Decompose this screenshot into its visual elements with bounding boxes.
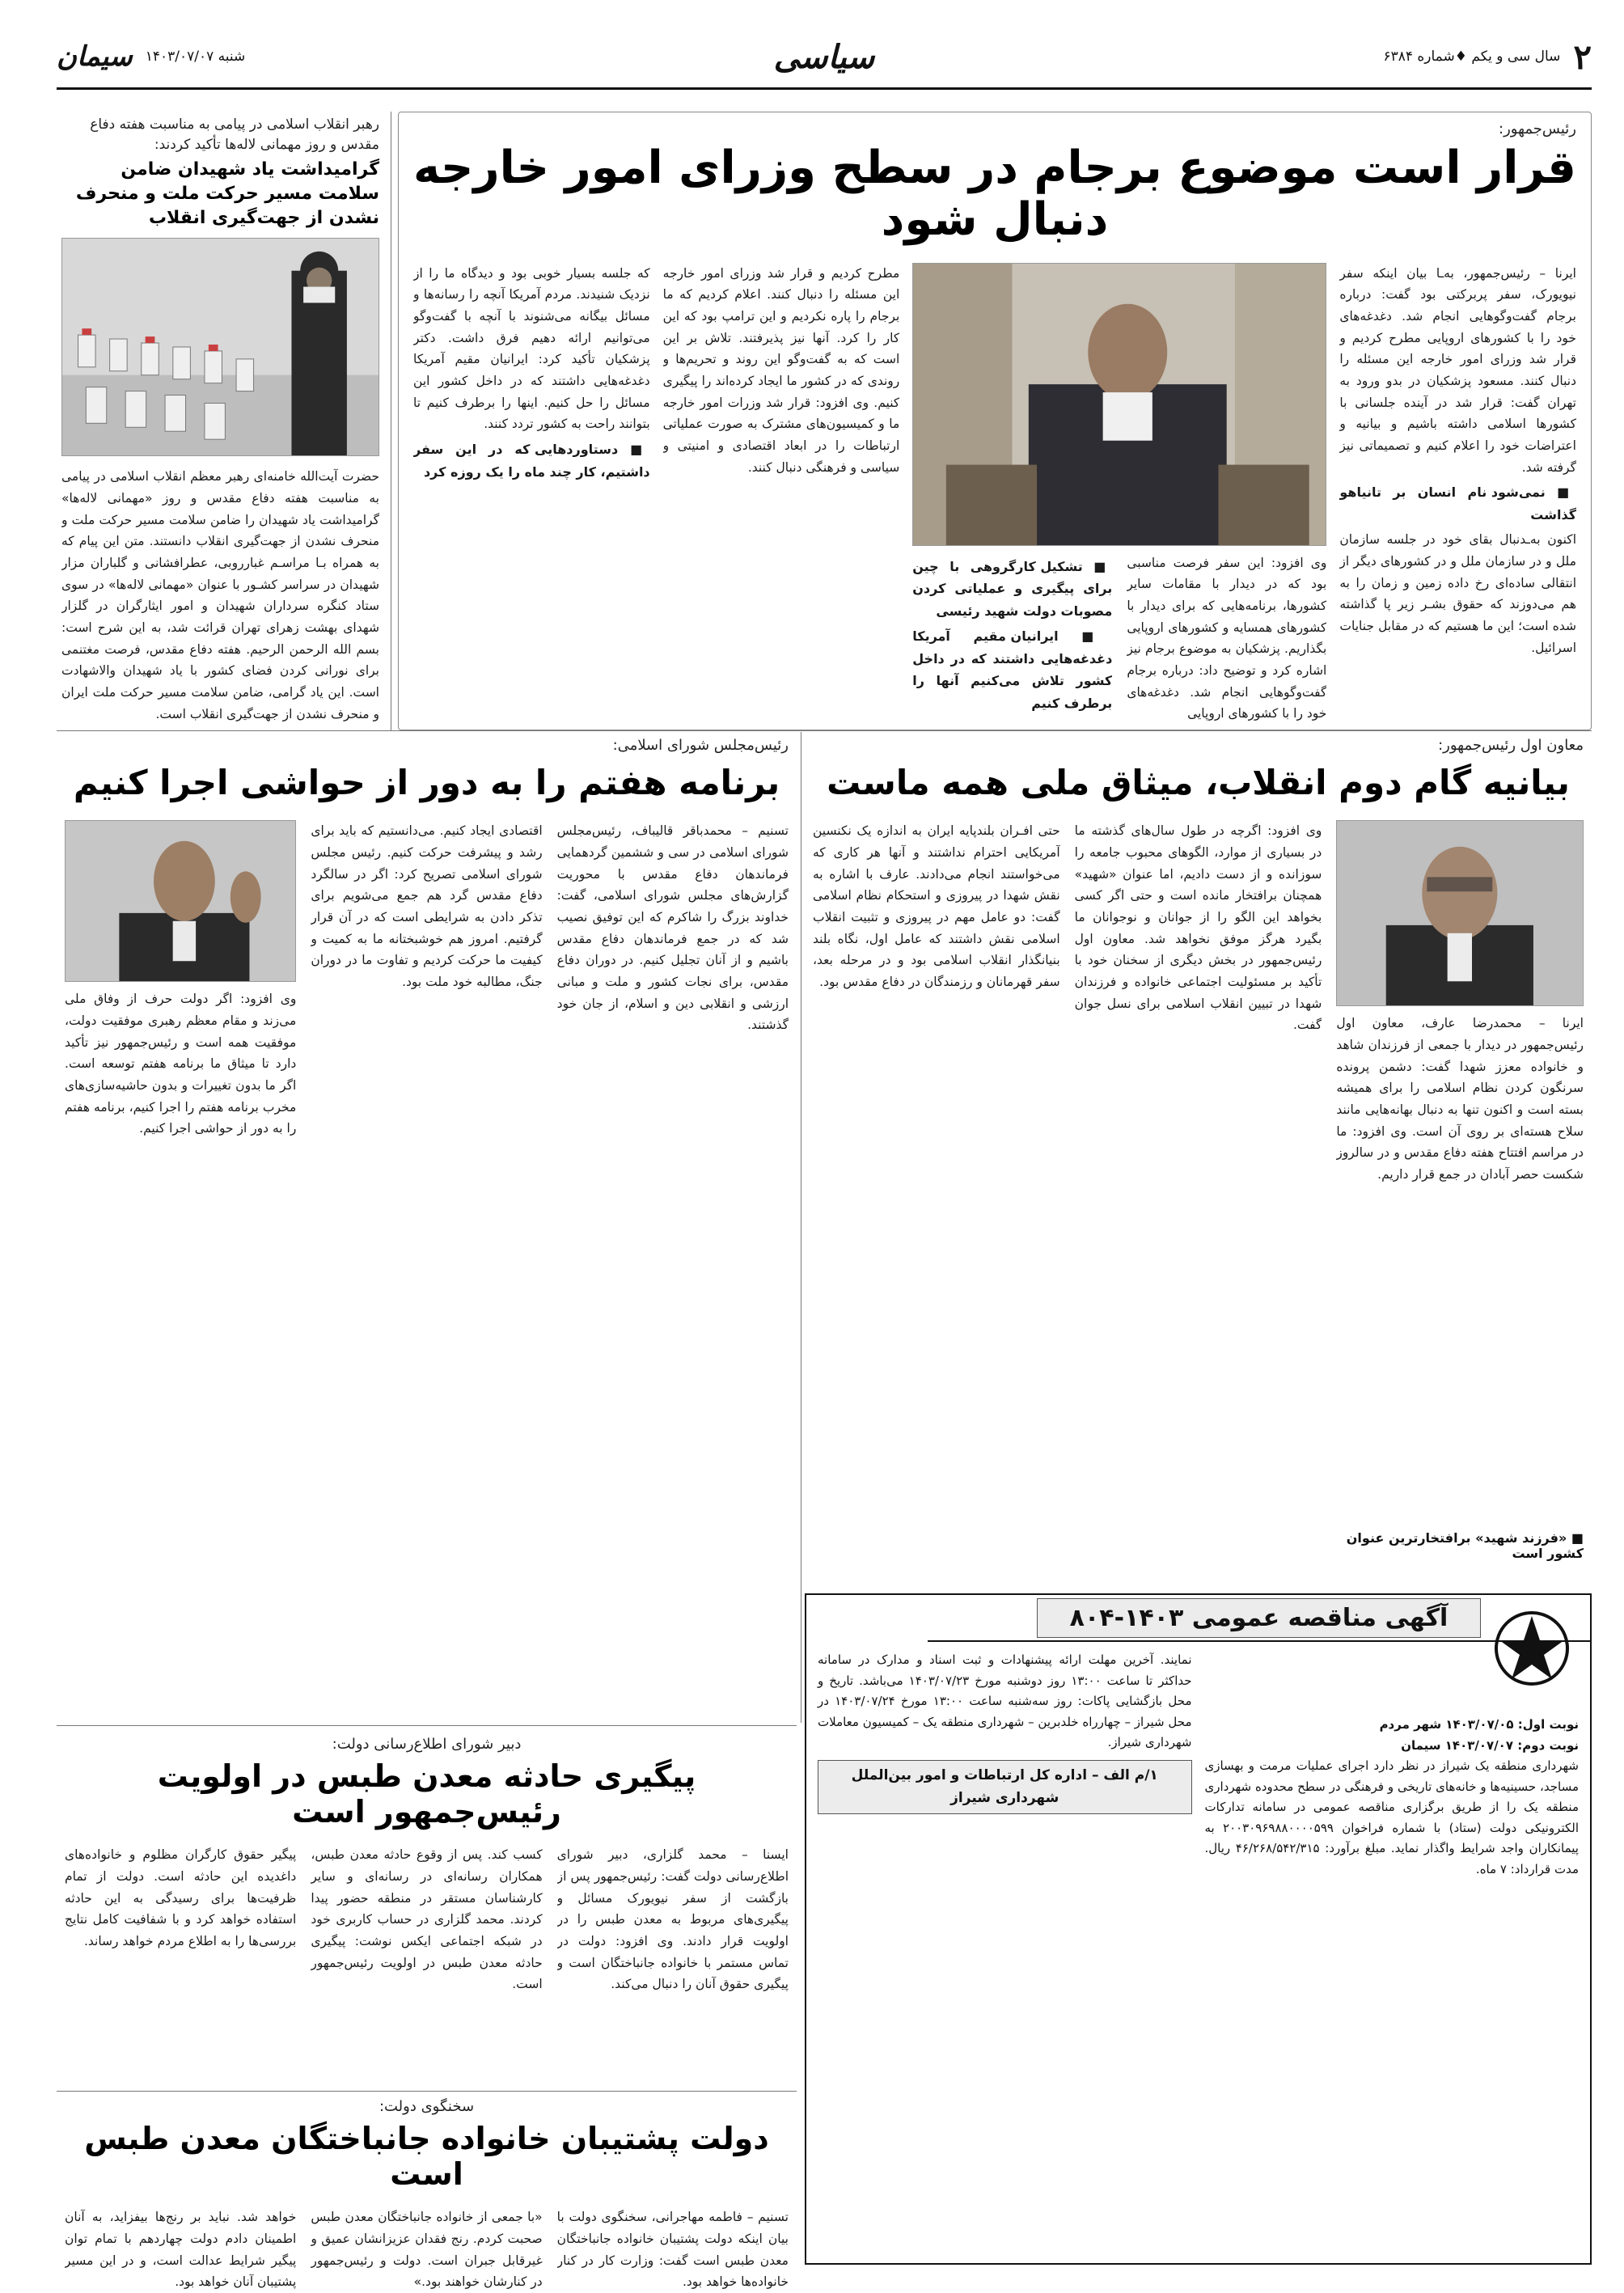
ad-first-publish: نوبت اول: ۱۴۰۳/۰۷/۰۵ شهر مردم <box>1379 1717 1579 1732</box>
tabas-body <box>65 1844 789 2103</box>
family-body <box>65 2206 789 2293</box>
lead-paragraph: وی افزود: این سفر فرصت مناسبی بود که در دیدار با مقامات سایر کشورها، برنامه‌هایی که برای دیدار با کشورهای همسایه و کشورهای اروپایی بگذاریم. پزشکیان به موضوع برجام نیز اشاره کرد و توضیح داد: درباره برجام گفت‌وگوهایی انجام شد. دغدغه‌های خود را با کشورهای اروپایی <box>1127 555 1327 721</box>
tender-ad <box>805 1593 1592 2265</box>
lead-story <box>398 112 1592 730</box>
family-paragraph: «با جمعی از خانواده جانباختگان معدن طبس صحبت کردم. رنج فقدان عزیزانشان عمیق و غیرقابل جبران است. دولت و رئیس‌جمهور در کنارشان خواهند بود.» <box>311 2210 543 2290</box>
shiraz-municipality-logo <box>1483 1600 1580 1697</box>
ad-body <box>806 1642 1590 1888</box>
family-story <box>57 2095 797 2290</box>
lead-photo-column <box>912 263 1326 764</box>
lead-headline: قرار است موضوع برجام در سطح وزرای امور خارجه دنبال شود <box>413 142 1576 247</box>
page-number: ۲ <box>1573 36 1592 77</box>
aref-portrait-icon <box>1337 821 1583 1005</box>
masthead <box>57 32 1592 81</box>
lead-paragraph: که جلسه بسیار خوبی بود و دیدگاه ما را از نزدیک شنیدند. مردم آمریکا آنچه را رسانه‌ها و مسائل بیگانه می‌شنوند با آنچه با گفت‌وگو می‌توانیم ارائه دهیم فرق داشت. دکتر پزشکیان تأکید کرد: ایرانیان مقیم آمریکا دغدغه‌هایی داشتند که در داخل کشور این مسائل را حل کنیم. اینها را برطرف کنیم تا بتوانند راحت به کشور تردد کنند. <box>413 265 650 432</box>
leader-kicker: رهبر انقلاب اسلامی در پیامی به مناسبت هفته دفاع مقدس و روز مهمانی لاله‌ها تأکید کردند: <box>90 116 379 153</box>
lead-subhead: ■ ایرانیان مقیم آمریکا دغدغه‌هایی داشتند که در داخل کشور تلاش می‌کنیم آنها را برطرف کنیم <box>912 625 1112 714</box>
aref-kicker: معاون اول رئیس‌جمهور: <box>1438 737 1584 754</box>
lead-subhead: ■ تشکیل کارگروهی با چین برای پیگیری و عملیاتی کردن مصوبات دولت شهید رئیسی <box>912 556 1112 623</box>
leader-headline: گرامیداشت یاد شهیدان ضامن سلامت مسیر حرکت ملت و منحرف نشدن از جهت‌گیری انقلاب <box>75 159 379 228</box>
ad-column-left <box>818 1650 1192 1880</box>
aref-column-1 <box>1336 820 1584 1564</box>
leader-photo <box>61 238 379 456</box>
masthead-right <box>1383 37 1592 77</box>
ad-title: آگهی مناقصه عمومی ۱۴۰۳-۸۰۴ <box>1037 1598 1482 1638</box>
aref-paragraph: ایرنا – محمدرضا عارف، معاون اول رئیس‌جمهور در دیدار با جمعی از فرزندان شاهد و خانواده معزز شهدا گفت: دشمن پرونده سرنگون کردن نظام اسلامی را برای همیشه بسته است و اکنون تنها به دنبال بهانه‌هایی مانند سلاح هسته‌ای بر روی آن است. وی افزود: ما در مراسم افتتاح هفته دفاع مقدس و در سالروز شکست حصر آبادان در جمع قرار داریم. <box>1336 1016 1584 1182</box>
tabas-story <box>57 1731 797 2087</box>
tabas-paragraph: پیگیر حقوق کارگران مظلوم و خانواده‌های داغدیده این حادثه است. دولت از تمام ظرفیت‌ها برای رسیدگی به این حادثه استفاده خواهد کرد و با شفافیت کامل نتایج بررسی‌ها را به اطلاع مردم خواهد رساند. <box>65 1847 297 1948</box>
lead-column-1 <box>1339 263 1576 764</box>
ghalibaf-story <box>57 732 797 1723</box>
family-kicker: سخنگوی دولت: <box>379 2098 475 2115</box>
family-paragraph: تسنیم – فاطمه مهاجرانی، سخنگوی دولت با بیان اینکه دولت پشتیبان خانواده جانباختگان معدن طبس است گفت: وزارت کار در کنار خانواده‌ها خواهد بود. <box>556 2210 789 2290</box>
row-divider <box>57 1725 797 1726</box>
lead-subhead: ■ نمی‌شود نام انسان بر تانیاهو گذاشت <box>1339 481 1576 526</box>
row-divider <box>57 2091 797 2092</box>
masthead-rule <box>57 87 1592 90</box>
lead-paragraph: ایرنا – رئیس‌جمهور، به‌ـا بیان اینکه سفر نیویورک، سفر پربرکتی بود گفت: درباره برجام گفت‌وگوهایی انجام شد. دغدغه‌های خود را با کشورهای اروپایی مطرح کردیم و قرار شد وزرای امور خارجه این مسئله را دنبال کنند. مسعود پزشکیان در بدو ورود به تهران گفت: قرار شد در آینده جلسانی با کشورها اسلامی داشته باشیم و بیانیه و اعتراضات خود را اعلام کنیم و تصمیماتی نیز گرفته شد. <box>1339 265 1576 475</box>
ghalibaf-portrait-icon <box>66 821 295 981</box>
lead-kicker: رئیس‌جمهور: <box>1499 121 1576 137</box>
ghalibaf-paragraph: وی افزود: اگر دولت حرف از وفاق ملی می‌زند و مقام معظم رهبری موفقیت دولت، موفقیت همه است و رئیس‌جمهور نیز تأکید دارد تا میثاق ما برنامه هفتم توسعه است. اگر ما بدون تغییرات و بدون حاشیه‌سازی‌های مخرب برنامه هفتم را اجرا کنیم، برنامه هفتم را به دور از حواشی اجرا کنیم. <box>65 992 297 1136</box>
newspaper-logo: سیمان <box>57 40 133 73</box>
ghalibaf-body <box>65 820 789 1694</box>
ghalibaf-kicker: رئیس‌مجلس شورای اسلامی: <box>612 737 789 754</box>
issue-date: شنبه ۱۴۰۳/۰۷/۰۷ <box>145 49 246 65</box>
leader-body: حضرت آیت‌الله خامنه‌ای رهبر معظم انقلاب اسلامی در پیامی به مناسبت هفته دفاع مقدس و روز «مهمانی لاله‌ها» گرامیداشت یاد شهیدان را ضامن سلامت مسیر حرکت ملت و منحرف نشدن از جهت‌گیری انقلاب دانستند. متن این پیام که به همراه بـا مراسـم غبارروبی، عطرافشانی و گلباران مزار شهیدان در سراسر کشـور با عنوان «مهمانی لاله‌ها» در سوی ستاد کنگره سرداران شهیدان و امور ایثارگران در گلزار شهدای بهشت زهرای تهران قرائت شد، به این شرح است: بسم الله الرحمن الرحیم. هفته دفاع مقدس، فرصت مغتنمی برای نورانی کردن فضای کشور با یاد شهیدان والاشهادت است. این یاد گرامی، ضامن سلامت مسیر حرکت ملت ایران و منحرف نشدن از جهت‌گیری انقلاب است. <box>61 469 379 721</box>
cemetery-image-icon <box>62 239 379 455</box>
municipality-emblem-icon <box>1483 1600 1580 1697</box>
aref-paragraph: وی افزود: اگرچه در طول سال‌های گذشته ما در بسیاری از موارد، الگوهای محبوب جامعه را سوزانده و از دست دادیم، اما عنوان «شهید» همچنان برافتخار مانده است و حتی اگر کسی بخواهد این الگو را از جوانان و نوجوانان ما بگیرد هرگز موفق نخواهد شد. معاون اول رئیس‌جمهور در بخش دیگری از سخنان خود با تأکید بر مسئولیت اجتماعی خانواده و فرزندان شهدا در تبیین انقلاب اسلامی برای نسل جوان گفت. <box>1074 823 1322 1033</box>
ghalibaf-photo <box>65 820 296 982</box>
aref-photo <box>1336 820 1584 1006</box>
aref-paragraph: حتی افـران بلندپایه ایران به اندازه یک نکنسین آمریکایی احترام نداشتند و آنها هر کاری که می‌خواستند انجام می‌دادند. عارف با اشاره به نقش شهدا در پیروزی و استحکام نظام اسلامی گفت: دو عامل مهم در پیروزی و تثبیت انقلاب اسلامی نقش داشتند که عامل اول، نگاه بلند بنیانگذار انقلاب اسلامی بود و در مرحله بعد، سفر قهرمانان و رزمندگان در دفاع مقدس بود. <box>812 823 1060 989</box>
president-portrait-icon <box>913 264 1326 545</box>
aref-story <box>805 732 1592 1589</box>
lead-body <box>413 263 1576 764</box>
tabas-headline: پیگیری حادثه معدن طبس در اولویت رئیس‌جمهور است <box>157 1758 696 1830</box>
family-paragraph: خواهد شد. نباید بر رنج‌ها بیفزاید، به آنان اطمینان دادم دولت چهاردهم با تمام توان پیگیر شرایط عدالت است، و در این مسیر پشتیبان آنان خواهد بود. <box>65 2210 297 2290</box>
ghalibaf-paragraph: اقتصادی ایجاد کنیم. می‌دانستیم که باید برای رشد و پیشرفت حرکت کنیم. رئیس مجلس شورای اسلامی تصریح کرد: اگر در سالگرد دفاع مقدس گرد هم جمع می‌شویم برای تذکر دادن به شرایطی است که در آن قرار گرفتیم. امروز هم خوشبختانه ما به کمیت و کیفیت ما حرکت کردیم و تفاوت ما در دوران جنگ، مطالبه خود ملت بود. <box>311 823 543 989</box>
ad-second-publish: نوبت دوم: ۱۴۰۳/۰۷/۰۷ سیمان <box>1401 1737 1579 1753</box>
tabas-kicker: دبیر شورای اطلاع‌رسانی دولت: <box>332 1736 522 1753</box>
ghalibaf-headline: برنامه هفتم را به دور از حواشی اجرا کنیم <box>73 763 780 802</box>
lead-paragraph: مطرح کردیم و قرار شد وزرای امور خارجه این مسئله را دنبال کنند. اعلام کردیم که ما برجام را پاره نکردیم و این ترامپ بود که این کار را کرد. آنها نیز پذیرفتند. تلاش بر این است که به گفت‌وگو این روند و تحریم‌ها و روندی که در کشور ما ایجاد کرده‌اند را پیگیری کنیم. وی افزود: قرار شد وزرات امور خارجه ما و کمیسیون‌های مشترک به صورت عملیاتی ارتباطات را در ابعاد اقتصادی و امنیتی و سیاسی و فرهنگی دنبال کنند. <box>662 265 900 475</box>
president-photo <box>912 263 1326 546</box>
ghalibaf-paragraph: تسنیم – محمدباقر قالیباف، رئیس‌مجلس شورای اسلامی در سی و ششمین گردهمایی فرماندهان دفاع مقدس با محوریت گزارش‌های مجلس شورای اسلامی، گفت: خداوند بزرگ را شاکرم که این توفیق نصیب شد که در جمع فرماندهان دفاع مقدس باشیم و از آنان تجلیل کنیم. در دوران دفاع مقدس، برای نجات کشور و ملت و مبانی ارزشی و انقلابی دین و اسلام، از جان خود گذشتند. <box>556 823 789 1033</box>
lead-column-4 <box>413 263 650 764</box>
aref-body <box>813 820 1584 1564</box>
ad-footer: ۱/م الف – اداره کل ارتباطات و امور بین‌الملل شهرداری شیراز <box>818 1760 1192 1815</box>
issue-info: سال سی و یکم ♦شماره ۶۳۸۴ <box>1383 49 1561 65</box>
family-headline: دولت پشتیبان خانواده جانباختگان معدن طبس است <box>84 2121 769 2192</box>
aref-headline: بیانیه گام دوم انقلاب، میثاق ملی همه ماست <box>827 763 1570 802</box>
ad-paragraph: شهرداری منطقه یک شیراز در نظر دارد اجرای عملیات مرمت و بهسازی مساجد، حسینیه‌ها و خانه‌های تاریخی و فرهنگی در سطح محدوده شهرداری منطقه یک را از طریق برگزاری مناقصه عمومی در سامانه تدارکات الکترونیکی دولت (ستاد) با شماره فراخوان ۲۰۰۳۰۹۶۹۸۸۰۰۰۰۵۹۹ به پیمانکاران واجد شرایط واگذار نماید. مبلغ برآورد: ۴۶/۲۶۸/۵۴۲/۳۱۵ ریال. مدت قرارداد: ۷ ماه. <box>1204 1758 1579 1876</box>
lead-subhead: ■ دستاوردهایی که در این سفر داشتیم، کار چند ماه را یک روزه کرد <box>413 438 650 483</box>
masthead-left <box>57 40 245 73</box>
ghalibaf-column-3 <box>65 820 296 1694</box>
ad-paragraph: نمایند. آخرین مهلت ارائه پیشنهادات و ثبت اسناد و مدارک در سامانه حداکثر تا ساعت ۱۳:۰۰ روز دوشنبه مورخ ۱۴۰۳/۰۷/۲۳ می‌باشد. تاریخ و محل بازگشایی پاکات: روز سه‌شنبه ساعت ۱۳:۰۰ مورخ ۱۴۰۳/۰۷/۲۴ در محل شیراز – چهارراه خلدبرین – شهرداری منطقه یک – کمیسیون معاملات شهرداری شیراز. <box>818 1652 1192 1749</box>
section-title: سیاسی <box>773 37 875 76</box>
row-divider <box>57 730 1592 731</box>
leader-story <box>57 112 384 730</box>
tabas-paragraph: کسب کند. پس از وقوع حادثه معدن طبس، همکاران رسانه‌ای در رسانه‌ای و سایر کارشناسان مستقر در منطقه حضور پیدا کردند. محمد گلزاری در حساب کاربری خود در شبکه اجتماعی ایکس نوشت: پیگیری حادثه معدن طبس در اولویت رئیس‌جمهور است. <box>311 1847 543 1992</box>
tabas-paragraph: ایسنا – محمد گلزاری، دبیر شورای اطلاع‌رسانی دولت گفت: رئیس‌جمهور پس از بازگشت از سفر نیویورک مسائل و پیگیری‌های مربوط به معدن طبس را در اولویت قرار دادند. وی افزود: دولت در تماس مستمر با خانواده جانباختگان است و پیگیری حقوق آنان را دنبال می‌کند. <box>556 1847 789 1992</box>
aref-subhead: ■ «فرزند شهید» برافتخارترین عنوان کشور است <box>1336 1530 1584 1561</box>
lead-column-3 <box>663 263 900 764</box>
lead-paragraph: اکنون به‌ـدنبال بقای خود در جلسه سازمان ملل و در سازمان ملل و در کشورهای دیگر از انتقالی ساده‌ای رخ داده زمین و زمان را به هم می‌دوزند که حقوق بشـر زیر پا گذاشته شده است؛ این ما هستیم که در مقابل جنایات اسرائیل. <box>1339 532 1576 655</box>
